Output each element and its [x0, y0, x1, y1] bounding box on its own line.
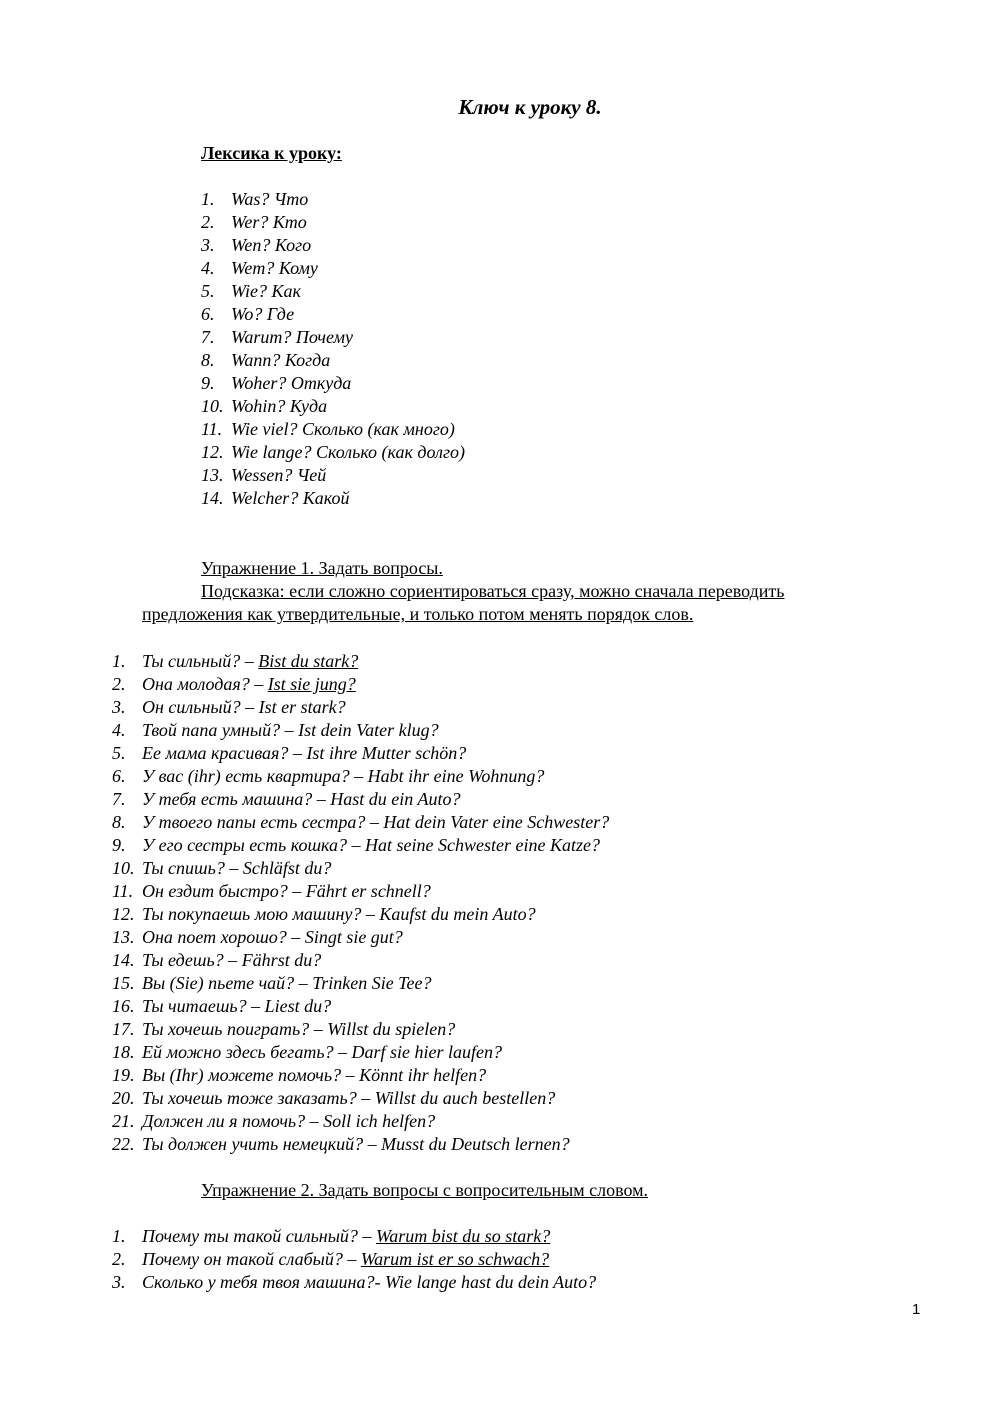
exercise-item-text: [142, 903, 536, 926]
exercise-item-text: [142, 1041, 502, 1064]
exercise-item-text: [142, 788, 460, 811]
exercise-item-question: Ты читаешь? –: [142, 996, 265, 1016]
exercise-item-answer: Hat dein Vater eine Schwester?: [383, 812, 610, 832]
exercise-item-question: Ты сильный? –: [142, 651, 259, 671]
exercise-item-text: [142, 1133, 570, 1156]
exercise-item-question: Вы (Sie) пьете чай? –: [142, 973, 313, 993]
exercise-item-number: 11.: [112, 881, 134, 901]
exercise-item-number: 7.: [112, 789, 126, 809]
exercise-item-number: 12.: [112, 904, 135, 924]
vocab-item-text: Woher? Откуда: [231, 373, 352, 393]
exercise-item-text: [142, 696, 346, 719]
exercise-item-answer: Wie lange hast du dein Auto?: [384, 1272, 597, 1292]
exercise-item-question: Ты покупаешь мою машину? –: [142, 904, 380, 924]
exercise-item-number: 3.: [112, 697, 126, 717]
exercise-item-answer: Ist er stark?: [258, 697, 346, 717]
exercise-item-number: 18.: [112, 1042, 135, 1062]
exercise-item-answer: Fährt er schnell?: [305, 881, 431, 901]
exercise-item-number: 2.: [112, 674, 126, 694]
exercise-item-text: [142, 1225, 550, 1248]
vocab-item-text: Wie? Как: [231, 281, 301, 301]
exercise-item-answer: Bist du stark?: [258, 651, 359, 671]
exercise-item-question: Ее мама красивая? –: [142, 743, 307, 763]
exercise-item-answer: Ist ihre Mutter schön?: [306, 743, 467, 763]
exercise-item-question: Ты спишь? –: [142, 858, 243, 878]
vocab-item-number: 10.: [201, 396, 224, 416]
exercise-item-question: У твоего папы есть сестра? –: [142, 812, 384, 832]
exercise-item-text: [142, 1064, 486, 1087]
vocab-item-text: Wie lange? Сколько (как долго): [231, 442, 465, 462]
vocab-item-text: Wohin? Куда: [231, 396, 328, 416]
vocab-item-number: 12.: [201, 442, 224, 462]
exercise-item-answer: Ist dein Vater klug?: [298, 720, 439, 740]
page-title: Ключ к уроку 8.: [458, 95, 602, 119]
vocab-item-number: 9.: [201, 373, 215, 393]
exercise-item-text: [142, 995, 331, 1018]
exercise-item-text: [142, 719, 439, 742]
exercise-item-number: 22.: [112, 1134, 135, 1154]
exercise-item-question: У его сестры есть кошка? –: [142, 835, 366, 855]
exercise-item-text: [142, 765, 544, 788]
vocab-item-number: 8.: [201, 350, 215, 370]
exercise-item-text: [142, 673, 356, 696]
exercise-item-question: Он сильный? –: [142, 697, 259, 717]
exercise-item-number: 15.: [112, 973, 135, 993]
exercise-item-question: Он ездит быстро? –: [142, 881, 306, 901]
exercise-item-number: 4.: [112, 720, 126, 740]
vocab-item-number: 1.: [201, 189, 215, 209]
vocab-item-number: 14.: [201, 488, 224, 508]
exercise-item-question: Ей можно здесь бегать? –: [142, 1042, 352, 1062]
exercise-item-question: Ты хочешь тоже заказать? –: [142, 1088, 375, 1108]
exercise-item-answer: Darf sie hier laufen?: [351, 1042, 503, 1062]
exercise-1-heading: Упражнение 1. Задать вопросы.: [201, 558, 443, 578]
exercise-item-number: 14.: [112, 950, 135, 970]
vocab-item-text: Wem? Кому: [231, 258, 318, 278]
exercise-item-number: 2.: [112, 1249, 126, 1269]
exercise-item-answer: Kaufst du mein Auto?: [379, 904, 536, 924]
exercise-item-question: Ты едешь? –: [142, 950, 242, 970]
vocab-item-text: Wie viel? Сколько (как много): [231, 419, 455, 439]
exercise-1-hint-line2: предложения как утвердительные, и только потом менять порядок слов.: [142, 604, 694, 624]
exercise-item-answer: Willst du spielen?: [327, 1019, 456, 1039]
exercise-item-answer: Schläfst du?: [242, 858, 332, 878]
exercise-item-question: Должен ли я помочь? –: [142, 1111, 324, 1131]
exercise-item-text: [142, 811, 609, 834]
exercise-item-text: [142, 880, 431, 903]
exercise-item-answer: Warum bist du so stark?: [375, 1226, 551, 1246]
exercise-item-number: 3.: [112, 1272, 126, 1292]
exercise-item-question: Ты должен учить немецкий? –: [142, 1134, 382, 1154]
exercise-item-text: [142, 834, 600, 857]
vocab-item-number: 7.: [201, 327, 215, 347]
exercise-item-text: [142, 1018, 455, 1041]
exercise-item-number: 17.: [112, 1019, 135, 1039]
page-number: 1: [912, 1301, 921, 1318]
vocab-item-text: Welcher? Какой: [231, 488, 350, 508]
exercise-item-number: 19.: [112, 1065, 135, 1085]
exercise-item-answer: Warum ist er so schwach?: [360, 1249, 550, 1269]
exercise-item-number: 10.: [112, 858, 135, 878]
exercise-item-answer: Fährst du?: [241, 950, 322, 970]
exercise-item-answer: Könnt ihr helfen?: [359, 1065, 487, 1085]
vocab-heading: Лексика к уроку:: [201, 143, 342, 163]
vocab-item-text: Wen? Кого: [231, 235, 312, 255]
exercise-item-answer: Hat seine Schwester eine Katze?: [365, 835, 600, 855]
exercise-item-text: [142, 650, 358, 673]
vocab-item-number: 11.: [201, 419, 223, 439]
exercise-item-question: Почему ты такой сильный? –: [142, 1226, 376, 1246]
vocab-item-text: Was? Что: [231, 189, 309, 209]
exercise-item-text: [142, 926, 403, 949]
exercise-item-text: [142, 1087, 555, 1110]
exercise-item-question: Вы (Ihr) можете помочь? –: [142, 1065, 360, 1085]
exercise-item-question: Сколько у тебя твоя машина?-: [142, 1272, 385, 1292]
exercise-item-answer: Liest du?: [264, 996, 332, 1016]
exercise-1-hint-line1: Подсказка: если сложно сориентироваться сразу, можно сначала переводить: [201, 581, 785, 601]
exercise-item-question: У вас (ihr) есть квартира? –: [142, 766, 368, 786]
exercise-item-answer: Soll ich helfen?: [323, 1111, 436, 1131]
vocab-item-number: 6.: [201, 304, 215, 324]
vocab-item-number: 4.: [201, 258, 215, 278]
exercise-item-answer: Habt ihr eine Wohnung?: [367, 766, 545, 786]
vocab-item-number: 2.: [201, 212, 215, 232]
exercise-item-question: Ты хочешь поиграть? –: [142, 1019, 328, 1039]
exercise-item-number: 1.: [112, 651, 126, 671]
exercise-item-text: [142, 972, 432, 995]
exercise-2-heading: Упражнение 2. Задать вопросы с вопросительным словом.: [201, 1180, 649, 1200]
exercise-item-number: 21.: [112, 1111, 135, 1131]
exercise-item-number: 20.: [112, 1088, 135, 1108]
exercise-item-answer: Trinken Sie Tee?: [312, 973, 432, 993]
exercise-item-question: Она поет хорошо? –: [142, 927, 305, 947]
exercise-item-number: 9.: [112, 835, 126, 855]
vocab-item-text: Wo? Где: [231, 304, 295, 324]
exercise-item-answer: Ist sie jung?: [267, 674, 356, 694]
vocab-item-text: Warum? Почему: [231, 327, 353, 347]
exercise-item-answer: Singt sie gut?: [304, 927, 403, 947]
exercise-item-text: [142, 1271, 596, 1294]
exercise-item-number: 13.: [112, 927, 135, 947]
exercise-item-question: Почему он такой слабый? –: [142, 1249, 361, 1269]
vocab-item-text: Wer? Кто: [231, 212, 307, 232]
exercise-item-answer: Hast du ein Auto?: [330, 789, 461, 809]
exercise-item-text: [142, 1248, 549, 1271]
exercise-item-number: 1.: [112, 1226, 126, 1246]
exercise-item-question: Твой папа умный? –: [142, 720, 299, 740]
exercise-item-text: [142, 1110, 435, 1133]
exercise-item-number: 16.: [112, 996, 135, 1016]
exercise-item-answer: Willst du auch bestellen?: [374, 1088, 556, 1108]
exercise-item-number: 6.: [112, 766, 126, 786]
exercise-item-answer: Musst du Deutsch lernen?: [381, 1134, 570, 1154]
vocab-item-number: 3.: [201, 235, 215, 255]
vocab-item-text: Wann? Когда: [231, 350, 331, 370]
exercise-item-number: 8.: [112, 812, 126, 832]
exercise-item-question: Она молодая? –: [142, 674, 268, 694]
vocab-item-text: Wessen? Чей: [231, 465, 327, 485]
exercise-item-text: [142, 742, 466, 765]
vocab-item-number: 5.: [201, 281, 215, 301]
exercise-item-text: [142, 857, 331, 880]
exercise-item-number: 5.: [112, 743, 126, 763]
exercise-item-text: [142, 949, 321, 972]
vocab-item-number: 13.: [201, 465, 224, 485]
exercise-item-question: У тебя есть машина? –: [142, 789, 331, 809]
